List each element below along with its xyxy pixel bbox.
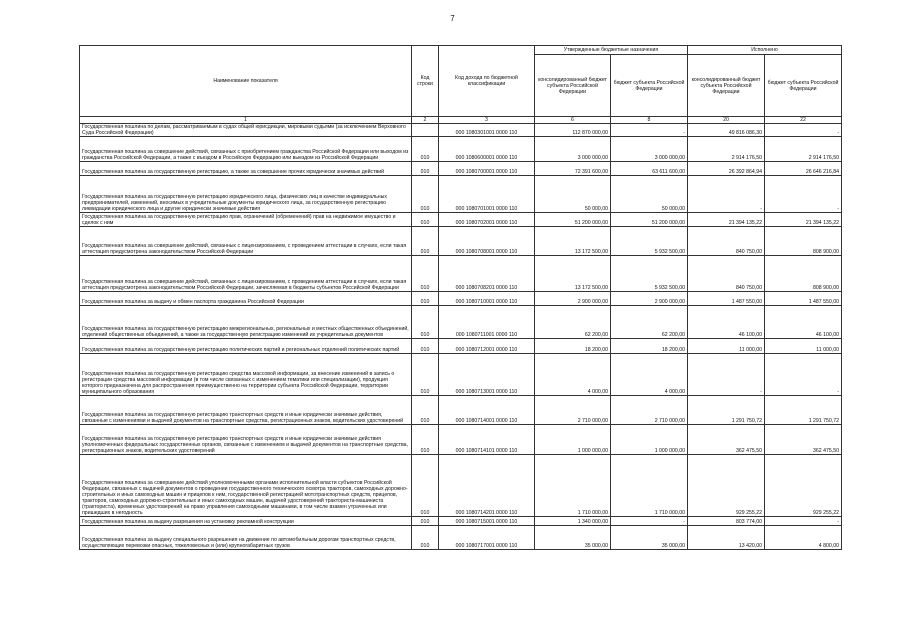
approved-consolidated-value: 2 900 000,00 [535,292,611,306]
executed-subject-value: 46 100,00 [765,306,842,339]
approved-subject-value: 2 710 000,00 [611,396,688,425]
row-code: 010 [412,354,439,396]
row-name: Государственная пошлина за выдачу и обмен паспорта гражданина Российской Федерации [80,292,412,306]
header-approved: Утвержденные бюджетные назначения [535,46,688,55]
approved-subject-value: 63 611 600,00 [611,162,688,176]
executed-consolidated-value: 26 392 864,94 [688,162,765,176]
row-code: 010 [412,517,439,526]
executed-subject-value: 2 914 176,50 [765,137,842,162]
row-code: 010 [412,227,439,256]
row-kbk: 000 1080600001 0000 110 [439,137,535,162]
executed-consolidated-value: 840 750,00 [688,227,765,256]
row-code: 010 [412,339,439,354]
row-name: Государственная пошлина за совершение действий, связанных с приобретением гражданства Российской Федерации или выходом из гражданства Российской Федерации, а также с въездом в Российскую Федерацию или выездом из Российской Федерации [80,137,412,162]
row-code: 010 [412,526,439,550]
row-name: Государственная пошлина за государственную регистрацию межрегиональных, региональных и местных общественных объединений, отделений общественных объединений, а также за государственную регистрацию изменений их учредительных документов [80,306,412,339]
executed-subject-value: - [765,517,842,526]
page-number: 7 [450,14,455,23]
row-name: Государственная пошлина за государственную регистрацию средства массовой информации, за внесение изменений в запись о регистрации средства массовой информации (в том числе связанных с изменением тематики или специализации), продукция которого предназначена для распространения преимущественно на территории субъекта Российской Федерации, территории муниципального образования [80,354,412,396]
row-kbk: 000 1080712001 0000 110 [439,339,535,354]
executed-consolidated-value: 46 100,00 [688,306,765,339]
row-code: 010 [412,137,439,162]
row-code [412,124,439,137]
row-code: 010 [412,162,439,176]
approved-consolidated-value: 62 200,00 [535,306,611,339]
approved-subject-value: 50 000,00 [611,176,688,213]
approved-subject-value: 5 932 500,00 [611,227,688,256]
table-row [80,292,842,306]
header-approved-subject: бюджет субъекта Российской Федерации [611,55,688,117]
row-code: 010 [412,176,439,213]
table-row [80,455,842,517]
approved-subject-value: 2 900 000,00 [611,292,688,306]
approved-consolidated-value: 51 200 000,00 [535,213,611,227]
approved-consolidated-value: 2 710 000,00 [535,396,611,425]
header-executed: Исполнено [688,46,842,55]
header-kbk: Код дохода по бюджетной классификации [439,46,535,117]
approved-consolidated-value: 72 391 600,00 [535,162,611,176]
header-code: Код строки [412,46,439,117]
column-number: 1 [80,117,412,124]
table-row [80,162,842,176]
executed-subject-value: 929 255,22 [765,455,842,517]
row-kbk: 000 1080711001 0000 110 [439,306,535,339]
row-name: Государственная пошлина за выдачу разрешения на установку рекламной конструкции [80,517,412,526]
executed-consolidated-value: 1 291 750,72 [688,396,765,425]
executed-subject-value: 1 291 750,72 [765,396,842,425]
approved-subject-value: - [611,124,688,137]
row-kbk: 000 1080701001 0000 110 [439,176,535,213]
approved-consolidated-value: 3 000 000,00 [535,137,611,162]
table-row [80,396,842,425]
table-row [80,213,842,227]
executed-consolidated-value: 362 475,50 [688,425,765,455]
approved-consolidated-value: 112 870 000,00 [535,124,611,137]
table-row [80,517,842,526]
executed-consolidated-value: 49 816 086,30 [688,124,765,137]
row-code: 010 [412,455,439,517]
executed-subject-value: 808 900,00 [765,227,842,256]
executed-subject-value: - [765,124,842,137]
row-kbk: 000 1080700001 0000 110 [439,162,535,176]
row-name: Государственная пошлина за государственную регистрацию прав, ограничений (обременений) прав на недвижимое имущество и сделок с ним [80,213,412,227]
row-kbk: 000 1080708201 0000 110 [439,256,535,292]
table-row [80,354,842,396]
header-approved-consolidated: консолидированный бюджет субъекта Российской Федерации [535,55,611,117]
approved-subject-value: 1 000 000,00 [611,425,688,455]
approved-subject-value: 4 000,00 [611,354,688,396]
row-name: Государственная пошлина за совершение действий уполномоченными органами исполнительной власти субъектов Российской Федерации, связанных с выдачей документов о проведении государственного технического осмотра тракторов, самоходных дорожно-строительных и иных самоходных машин и прицепов к ним, государственной регистрацией мототранспортных средств, прицепов, тракторов, самоходных дорожно-строительных и иных самоходных машин, выдачей удостоверений тракториста-машиниста (тракториста), временных удостоверений на право управления самоходными машинами, в том числе взамен утраченных или пришедших в негодность [80,455,412,517]
row-code: 010 [412,213,439,227]
approved-consolidated-value: 13 172 500,00 [535,227,611,256]
executed-consolidated-value: 929 255,22 [688,455,765,517]
table-row [80,306,842,339]
approved-consolidated-value: 1 710 000,00 [535,455,611,517]
column-number: 3 [439,117,535,124]
row-kbk: 000 1080714101 0000 110 [439,425,535,455]
column-number: 2 [412,117,439,124]
approved-subject-value: 18 200,00 [611,339,688,354]
row-name: Государственная пошлина за государственную регистрацию транспортных средств и иные юридически значимые действия, связанные с изменениями и выдачей документов на транспортные средства, регистрационных знаков, водительских удостоверений [80,396,412,425]
approved-consolidated-value: 4 000,00 [535,354,611,396]
header-executed-consolidated: консолидированный бюджет субъекта Российской Федерации [688,55,765,117]
approved-subject-value: 62 200,00 [611,306,688,339]
row-name: Государственная пошлина за выдачу специального разрешения на движение по автомобильным дорогам транспортных средств, осуществляющих перевозки опасных, тяжеловесных и (или) крупногабаритных грузов [80,526,412,550]
approved-subject-value: 35 000,00 [611,526,688,550]
row-name: Государственная пошлина за совершение действий, связанных с лицензированием, с проведением аттестации в случаях, если такая аттестация предусмотрена законодательством Российской Федерации, зачисляемая в бюджеты субъектов Российской Федерации [80,256,412,292]
executed-subject-value: 21 394 135,22 [765,213,842,227]
row-kbk: 000 1080717001 0000 110 [439,526,535,550]
budget-execution-table [79,45,842,550]
row-kbk: 000 1080301001 0000 110 [439,124,535,137]
row-code: 010 [412,292,439,306]
executed-subject-value: - [765,354,842,396]
column-number: 8 [611,117,688,124]
executed-subject-value: 362 475,50 [765,425,842,455]
header-executed-subject: бюджет субъекта Российской Федерации [765,55,842,117]
table-row [80,124,842,137]
approved-consolidated-value: 18 200,00 [535,339,611,354]
row-kbk: 000 1080715001 0000 110 [439,517,535,526]
table-row [80,227,842,256]
executed-consolidated-value: 11 000,00 [688,339,765,354]
approved-subject-value: 3 000 000,00 [611,137,688,162]
approved-subject-value: 1 710 000,00 [611,455,688,517]
row-name: Государственная пошлина за государственную регистрацию транспортных средств и иные юридически значимые действия уполномоченных федеральных государственных органов, связанные с изменением и выдачей документов на транспортные средства, регистрационных знаков, водительских удостоверений [80,425,412,455]
table-row [80,526,842,550]
approved-subject-value: 51 200 000,00 [611,213,688,227]
column-number: 20 [688,117,765,124]
row-code: 010 [412,425,439,455]
approved-consolidated-value: 50 000,00 [535,176,611,213]
executed-subject-value: 26 646 216,84 [765,162,842,176]
executed-consolidated-value: 13 420,00 [688,526,765,550]
table-row [80,256,842,292]
table-row [80,176,842,213]
executed-subject-value: 4 800,00 [765,526,842,550]
row-kbk: 000 1080714201 0000 110 [439,455,535,517]
executed-consolidated-value: - [688,354,765,396]
table-row [80,137,842,162]
column-number: 6 [535,117,611,124]
row-name: Государственная пошлина за государственную регистрацию, а также за совершение прочих юридически значимых действий [80,162,412,176]
executed-subject-value: 11 000,00 [765,339,842,354]
row-kbk: 000 1080713001 0000 110 [439,354,535,396]
executed-subject-value: 1 487 550,00 [765,292,842,306]
column-number: 22 [765,117,842,124]
row-kbk: 000 1080702001 0000 110 [439,213,535,227]
executed-subject-value: 808 900,00 [765,256,842,292]
executed-consolidated-value: 21 394 135,22 [688,213,765,227]
header-name: Наименование показателя [80,46,412,117]
executed-consolidated-value: 2 914 176,50 [688,137,765,162]
column-number-row [80,117,842,124]
approved-consolidated-value: 13 172 500,00 [535,256,611,292]
row-name: Государственная пошлина по делам, рассматриваемым в судах общей юрисдикции, мировыми судьями (за исключением Верховного Суда Российской Федерации) [80,124,412,137]
row-kbk: 000 1080708001 0000 110 [439,227,535,256]
row-name: Государственная пошлина за государственную регистрацию политических партий и региональных отделений политических партий [80,339,412,354]
row-kbk: 000 1080714001 0000 110 [439,396,535,425]
approved-consolidated-value: 1 000 000,00 [535,425,611,455]
approved-subject-value: - [611,517,688,526]
row-code: 010 [412,306,439,339]
table-row [80,339,842,354]
approved-consolidated-value: 1 340 000,00 [535,517,611,526]
executed-consolidated-value: - [688,176,765,213]
executed-consolidated-value: 1 487 550,00 [688,292,765,306]
executed-subject-value: - [765,176,842,213]
row-code: 010 [412,256,439,292]
row-name: Государственная пошлина за совершение действий, связанных с лицензированием, с проведением аттестации в случаях, если такая аттестация предусмотрена законодательством Российской Федерации [80,227,412,256]
table-row [80,425,842,455]
executed-consolidated-value: 803 774,00 [688,517,765,526]
approved-consolidated-value: 35 000,00 [535,526,611,550]
row-name: Государственная пошлина за государственную регистрацию юридического лица, физических лиц в качестве индивидуальных предпринимателей, изменений, вносимых в учредительные документы юридического лица, за государственную регистрацию ликвидации юридического лица и другие юридически значимые действия [80,176,412,213]
row-code: 010 [412,396,439,425]
executed-consolidated-value: 840 750,00 [688,256,765,292]
approved-subject-value: 5 932 500,00 [611,256,688,292]
row-kbk: 000 1080710001 0000 110 [439,292,535,306]
